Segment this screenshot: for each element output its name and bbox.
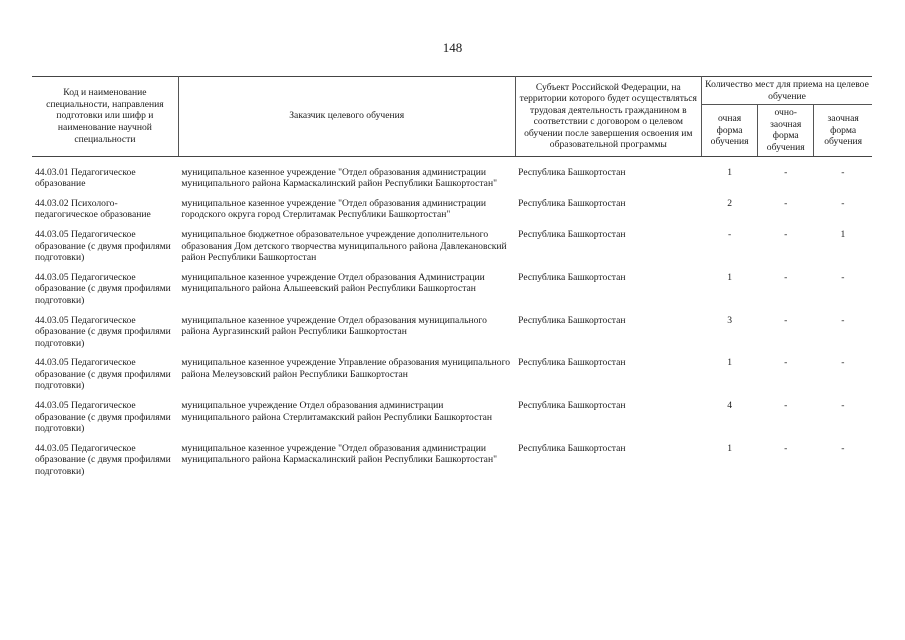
cell-part-time: -	[784, 197, 788, 209]
admission-table	[32, 76, 872, 486]
cell-customer: муниципальное казенное учреждение Отдел образования муниципального района Аургазинский район Республики Башкортостан	[181, 314, 487, 338]
cell-subject: Республика Башкортостан	[518, 314, 626, 326]
cell-full-time: 4	[727, 400, 732, 412]
header-full-time: очная форма обучения	[702, 105, 758, 156]
table-row	[32, 400, 872, 443]
admission-table-wrapper	[32, 76, 872, 486]
cell-customer: муниципальное казенное учреждение "Отдел образования администрации муниципального района Кармаскалинский район Республики Башкортостан"	[181, 442, 497, 466]
cell-customer: муниципальное казенное учреждение "Отдел образования администрации муниципального района Кармаскалинский район Республики Башкортостан"	[181, 166, 497, 190]
header-part-time: очно-заочная форма обучения	[758, 105, 814, 156]
cell-extramural: -	[841, 314, 845, 326]
cell-extramural: 1	[840, 228, 846, 240]
cell-code: 44.03.02 Психолого-педагогическое образование	[35, 197, 151, 221]
cell-part-time: -	[784, 442, 788, 454]
cell-subject: Республика Башкортостан	[518, 400, 626, 412]
cell-subject: Республика Башкортостан	[518, 271, 626, 283]
cell-customer: муниципальное казенное учреждение Управление образования муниципального района Мелеузовский район Республики Башкортостан	[181, 357, 511, 380]
cell-full-time: 2	[727, 197, 732, 209]
cell-part-time: -	[784, 271, 788, 283]
cell-full-time: 1	[727, 271, 732, 283]
cell-part-time: -	[784, 166, 788, 178]
cell-subject: Республика Башкортостан	[518, 166, 626, 178]
table-row	[32, 167, 872, 198]
table-row	[32, 229, 872, 272]
table-row	[32, 272, 872, 315]
cell-extramural: -	[841, 271, 845, 283]
cell-extramural: -	[841, 357, 845, 369]
header-code-name: Код и наименование специальности, направления подготовки или шифр и наименование научной специальности	[32, 77, 178, 157]
table-row	[32, 315, 872, 358]
cell-full-time: 1	[727, 357, 732, 369]
table-row	[32, 443, 872, 486]
header-places-group: Количество мест для приема на целевое обучение	[702, 77, 872, 105]
cell-extramural: -	[841, 166, 845, 178]
cell-full-time: 1	[727, 442, 732, 454]
header-extramural: заочная форма обучения	[814, 105, 872, 156]
header-customer: Заказчик целевого обучения	[178, 77, 515, 157]
cell-full-time: 1	[727, 166, 732, 178]
cell-customer: муниципальное казенное учреждение Отдел образования Администрации муниципального района Альшеевский район Республики Башкортостан	[181, 271, 485, 295]
cell-subject: Республика Башкортостан	[518, 442, 626, 454]
cell-part-time: -	[784, 357, 788, 369]
cell-code: 44.03.05 Педагогическое образование (с двумя профилями подготовки)	[35, 228, 171, 264]
cell-customer: муниципальное учреждение Отдел образования администрации муниципального района Стерлитамакский район Республики Башкортостан	[181, 400, 493, 423]
cell-full-time: -	[727, 228, 732, 240]
cell-full-time: 3	[727, 314, 732, 326]
cell-code: 44.03.05 Педагогическое образование (с двумя профилями подготовки)	[35, 442, 171, 478]
table-body	[32, 156, 872, 486]
cell-part-time: -	[784, 228, 788, 240]
cell-code: 44.03.05 Педагогическое образование (с двумя профилями подготовки)	[35, 314, 171, 349]
cell-customer: муниципальное казенное учреждение "Отдел образования администрации городского округа город Стерлитамак Республики Башкортостан"	[181, 197, 486, 221]
cell-extramural: -	[841, 442, 845, 454]
cell-code: 44.03.01 Педагогическое образование	[35, 166, 136, 190]
table-row	[32, 198, 872, 229]
cell-subject: Республика Башкортостан	[518, 357, 626, 369]
cell-extramural: -	[841, 400, 845, 412]
table-row	[32, 357, 872, 400]
cell-code: 44.03.05 Педагогическое образование (с двумя профилями подготовки)	[35, 400, 171, 435]
page-number: 148	[442, 40, 463, 55]
cell-subject: Республика Башкортостан	[518, 228, 626, 240]
cell-customer: муниципальное бюджетное образовательное учреждение дополнительного образования Дом детского творчества муниципального района Давлекановский район Республики Башкортостан	[181, 228, 507, 264]
table-header	[32, 77, 872, 157]
header-subject: Субъект Российской Федерации, на территории которого будет осуществляться трудовая деятельность гражданином в соответствии с договором о целевом обучении после завершения освоения им образовательной программы	[515, 77, 701, 157]
cell-code: 44.03.05 Педагогическое образование (с двумя профилями подготовки)	[35, 271, 171, 306]
cell-part-time: -	[784, 400, 788, 412]
cell-part-time: -	[784, 314, 788, 326]
cell-extramural: -	[841, 197, 845, 209]
cell-subject: Республика Башкортостан	[518, 197, 626, 209]
cell-code: 44.03.05 Педагогическое образование (с двумя профилями подготовки)	[35, 357, 171, 392]
